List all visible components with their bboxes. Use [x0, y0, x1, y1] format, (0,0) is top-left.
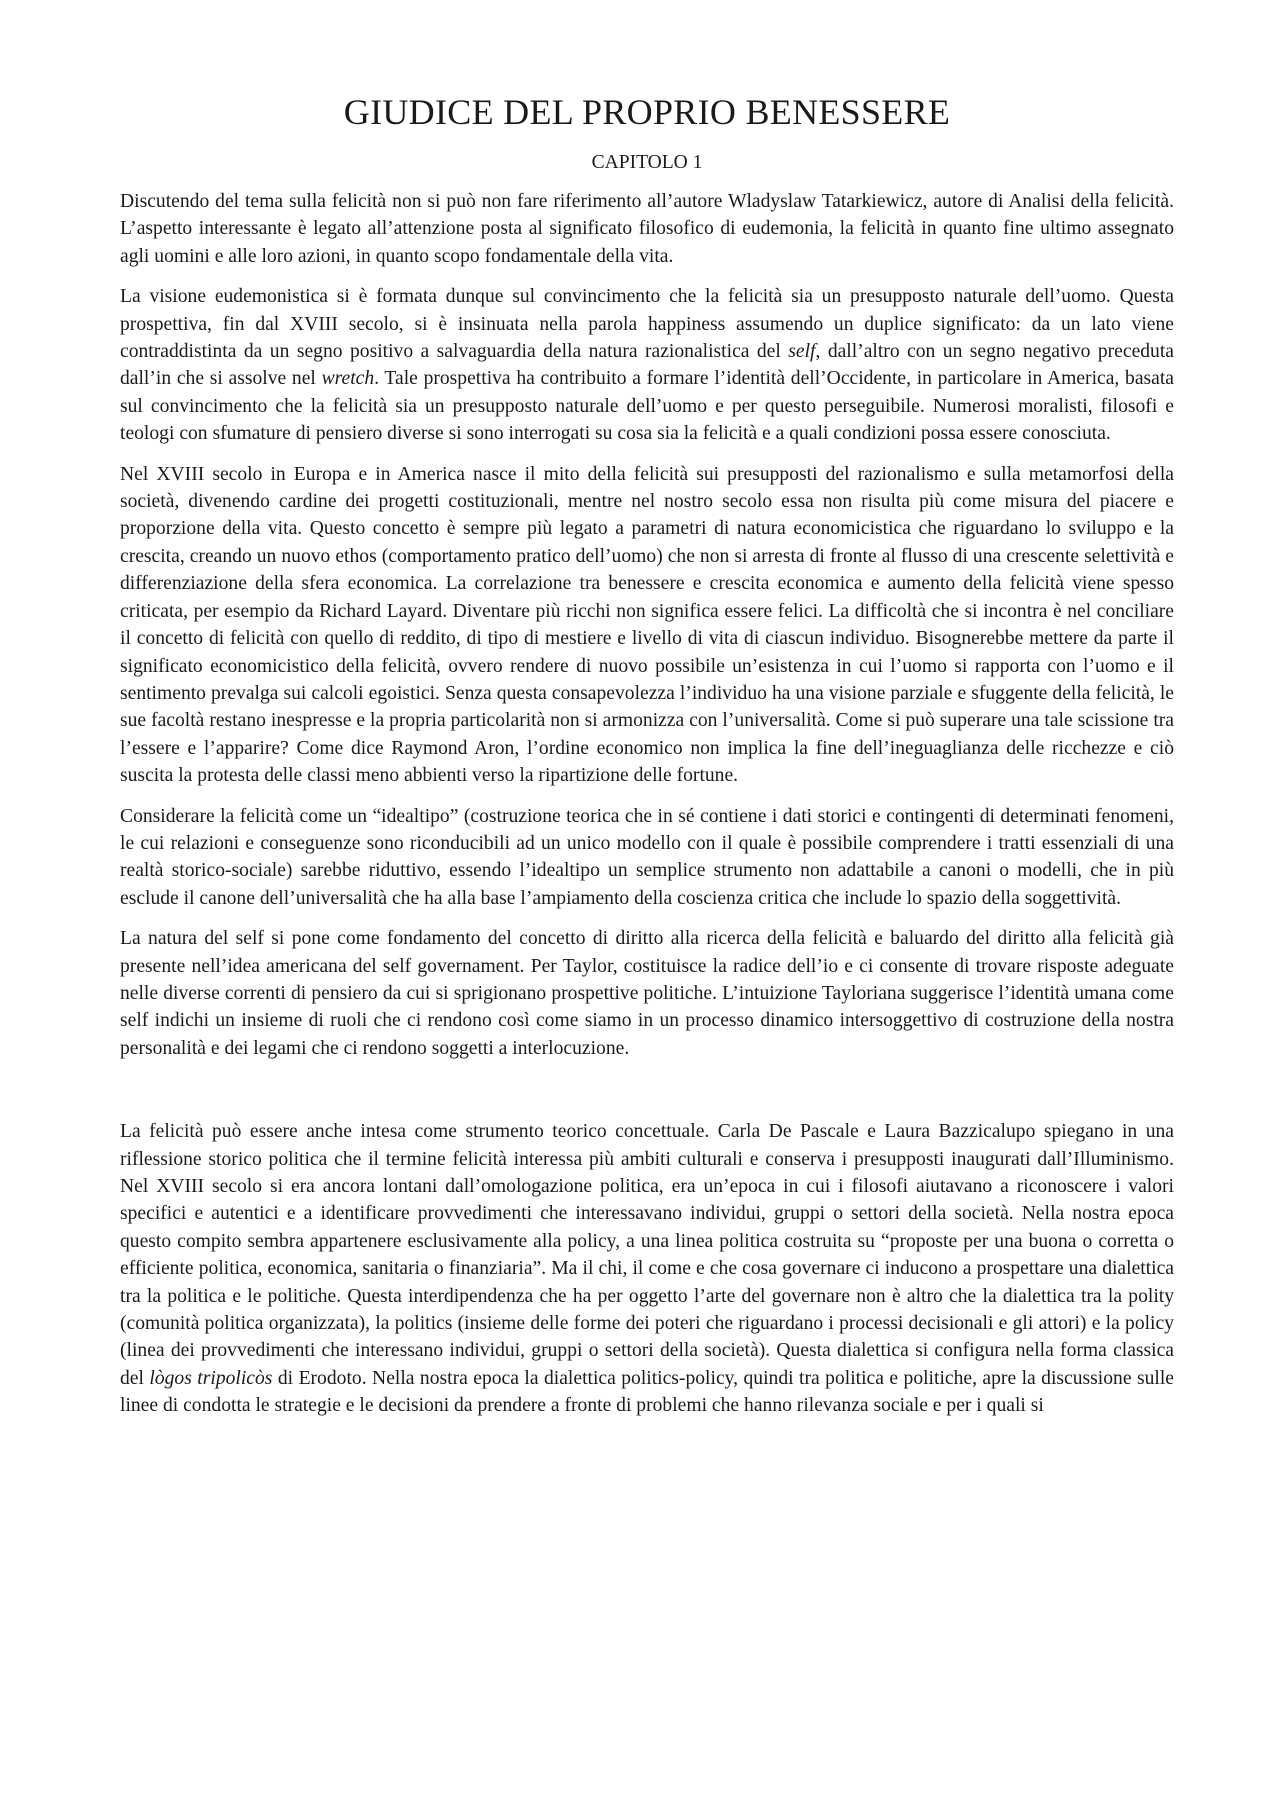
document-title: GIUDICE DEL PROPRIO BENESSERE — [343, 92, 951, 132]
paragraph-6 — [120, 1118, 1174, 1419]
paragraph-2-part-2: , dall’altro con un segno negativo preceduta dall’in che si assolve nel — [120, 341, 1174, 390]
body-text — [120, 188, 1174, 1420]
chapter-heading: CAPITOLO 1 — [591, 152, 703, 173]
document-page — [120, 0, 1174, 1433]
paragraph-2-part-3: . Tale prospettiva ha contribuito a formare l’identità dell’Occidente, in particolare in America, basata sul convincimento che la felicità sia un presupposto naturale dell’uomo e per questo perseguibile. Numerosi moralisti, filosofi e teologi con sfumature di pensiero diverse si sono interrogati su cosa sia la felicità e a quali condizioni possa essere conosciuta. — [120, 368, 1174, 445]
paragraph-4: Considerare la felicità come un “idealtipo” (costruzione teorica che in sé contiene i dati storici e contingenti di determinati fenomeni, le cui relazioni e conseguenze sono riconducibili ad un unico modello con il quale è possibile comprendere i tratti essenziali di una realtà storico-sociale) sarebbe riduttivo, essendo l’idealtipo un semplice strumento non adattabile a canoni o modelli, che in più esclude il canone dell’universalità che ha alla base l’ampiamento della coscienza critica che include lo spazio della soggettività. — [120, 805, 1174, 909]
paragraph-2-italic-wretch: wretch — [321, 368, 375, 390]
paragraph-2-italic-self: self — [788, 341, 816, 363]
paragraph-5: La natura del self si pone come fondamento del concetto di diritto alla ricerca della felicità e baluardo del diritto alla felicità già presente nell’idea americana del self governament. Per Taylor, costituisce la radice dell’io e ci consente di trovare risposte adeguate nelle diverse correnti di pensiero da cui si sprigionano prospettive politiche. L’intuizione Tayloriana suggerisce l’identità umana come self indichi un insieme di ruoli che ci rendono così come siamo in un processo dinamico intersoggettivo di costruzione della nostra personalità e dei legami che ci rendono soggetti a interlocuzione. — [120, 928, 1174, 1059]
paragraph-2 — [120, 283, 1174, 447]
paragraph-1: Discutendo del tema sulla felicità non si può non fare riferimento all’autore Wladyslaw Tatarkiewicz, autore di Analisi della felicità. L’aspetto interessante è legato all’attenzione posta al significato filosofico di eudemonia, la felicità in quanto fine ultimo assegnato agli uomini e alle loro azioni, in quanto scopo fondamentale della vita. — [120, 191, 1174, 267]
paragraph-3: Nel XVIII secolo in Europa e in America nasce il mito della felicità sui presupposti del razionalismo e sulla metamorfosi della società, divenendo cardine dei progetti costituzionali, mentre nel nostro secolo essa non risulta più come misura del piacere e proporzione della vita. Questo concetto è sempre più legato a parametri di natura economicistica che riguardano lo sviluppo e la crescita, creando un nuovo ethos (comportamento pratico dell’uomo) che non si arresta di fronte al flusso di una crescente selettività e differenziazione della sfera economica. La correlazione tra benessere e crescita economica e aumento della felicità viene spesso criticata, per esempio da Richard Layard. Diventare più ricchi non significa essere felici. La difficoltà che si incontra è nel conciliare il concetto di felicità con quello di reddito, di tipo di mestiere e livello di vita di ciascun individuo. Bisognerebbe mettere da parte il significato economicistico della felicità, ovvero rendere di nuovo possibile un’esistenza in cui l’uomo si rapporta con l’uomo e il sentimento prevalga sui calcoli egoistici. Senza questa consapevolezza l’individuo ha una visione parziale e sfuggente della felicità, le sue facoltà restano inespresse e la propria particolarità non si armonizza con l’universalità. Come si può superare una tale scissione tra l’essere e l’apparire? Come dice Raymond Aron, l’ordine economico non implica la fine dell’ineguaglianza delle ricchezze e ciò suscita la protesta delle classi meno abbienti verso la ripartizione delle fortune. — [120, 463, 1174, 787]
paragraph-6-part-1: La felicità può essere anche intesa come strumento teorico concettuale. Carla De Pascale e Laura Bazzicalupo spiegano in una riflessione storico politica che il termine felicità interessa più ambiti culturali e conserva i presupposti inaugurati dall’Illuminismo. Nel XVIII secolo si era ancora lontani dall’omologazione politica, era un’epoca in cui i filosofi aiutavano a riconoscere i valori specifici e autentici e a identificare provvedimenti che interessavano individui, gruppi o settori della società. Nella nostra epoca questo compito sembra appartenere esclusivamente alla policy, a una linea politica costruita su “proposte per una buona o corretta o efficiente politica, economica, sanitaria o finanziaria”. Ma il chi, il come e che cosa governare ci inducono a prospettare una dialettica tra la politica e le politiche. Questa interdipendenza che ha per oggetto l’arte del governare non è altro che la dialettica tra la polity (comunità politica organizzata), la politics (insieme delle forme dei poteri che riguardano i processi decisionali e gli attori) e la policy (linea dei provvedimenti che interessano individui, gruppi o settori della società). Questa dialettica si configura nella forma classica del — [120, 1121, 1174, 1389]
paragraph-6-italic-logos: lògos tripolicòs — [149, 1367, 273, 1389]
paragraph-6-part-2: di Erodoto. Nella nostra epoca la dialettica politics-policy, quindi tra politica e politiche, apre la discussione sulle linee di condotta le strategie e le decisioni da prendere a fronte di problemi che hanno rilevanza sociale e per i quali si — [120, 1367, 1174, 1417]
paragraph-2-part-1: La visione eudemonistica si è formata dunque sul convincimento che la felicità sia un presupposto naturale dell’uomo. Questa prospettiva, fin dal XVIII secolo, si è insinuata nella parola happiness assumendo un duplice significato: da un lato viene contraddistinta da un segno positivo a salvaguardia della natura razionalistica del — [120, 286, 1174, 363]
